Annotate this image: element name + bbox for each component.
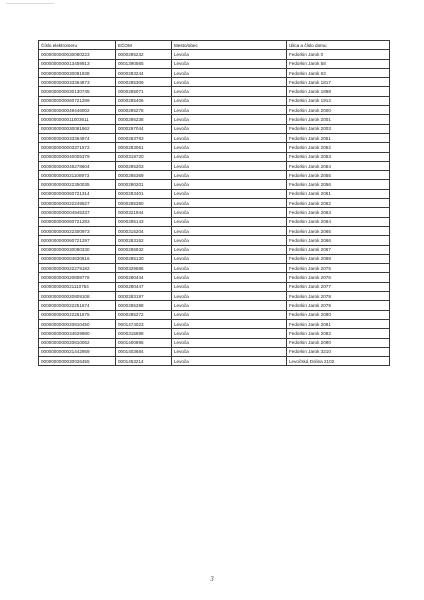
cell-city: Levoča [172, 189, 287, 198]
cell-meter-number: 0000000000030080330 [39, 245, 116, 254]
table-row [39, 115, 390, 124]
cell-city: Levoča [172, 115, 287, 124]
table-row [39, 152, 390, 161]
table-row [39, 292, 390, 301]
table-row [39, 171, 390, 180]
header-city: Mesto/obec [172, 41, 287, 50]
cell-street: Fedorkin Jarok 2001 [287, 115, 390, 124]
cell-city: Levoča [172, 282, 287, 291]
cell-street: Fedorkin Jarok 1912 [287, 96, 390, 105]
header-ecom: EČOM [116, 41, 172, 50]
table-row [39, 338, 390, 347]
cell-street: Levočská Dolina 2102 [287, 357, 390, 366]
cell-street: Fedorkin Jarok 2061 [287, 189, 390, 198]
table-row [39, 282, 390, 291]
cell-city: Levoča [172, 68, 287, 77]
table-row [39, 245, 390, 254]
cell-city: Levoča [172, 171, 287, 180]
cell-meter-number: 0000000000022279182 [39, 264, 116, 273]
cell-street: Fedorkin Jarok 2080 [287, 310, 390, 319]
cell-ecom: 0001474023 [116, 319, 172, 328]
cell-ecom: 0000297044 [116, 124, 172, 133]
cell-street: Fedorkin Jarok 2063 [287, 208, 390, 217]
cell-ecom: 0000280447 [116, 282, 172, 291]
cell-meter-number: 0000000000022251674 [39, 301, 116, 310]
table-row [39, 264, 390, 273]
cell-meter-number: 0000000000020810450 [39, 319, 116, 328]
cell-ecom: 0000285309 [116, 78, 172, 87]
cell-meter-number: 0000000000020808776 [39, 273, 116, 282]
cell-ecom: 0001453214 [116, 357, 172, 366]
cell-meter-number: 0000000000060721289 [39, 96, 116, 105]
cell-ecom: 0000329586 [116, 264, 172, 273]
cell-meter-number: 0000000000004630816 [39, 254, 116, 263]
cell-street: Fedorkin Jarok 3210 [287, 347, 390, 356]
cell-ecom: 0001403684 [116, 347, 172, 356]
cell-city: Levoča [172, 319, 287, 328]
cell-city: Levoča [172, 143, 287, 152]
cell-city: Levoča [172, 78, 287, 87]
cell-ecom: 0000283197 [116, 292, 172, 301]
cell-ecom: 0000321944 [116, 208, 172, 217]
meter-table [38, 40, 390, 366]
table-row [39, 319, 390, 328]
cell-ecom: 0000285232 [116, 50, 172, 59]
cell-meter-number: 0000000000030081962 [39, 124, 116, 133]
cell-city: Levoča [172, 180, 287, 189]
table-row [39, 310, 390, 319]
cell-city: Levoča [172, 87, 287, 96]
cell-meter-number: 0000000000021110754 [39, 282, 116, 291]
table-row [39, 124, 390, 133]
table-row [39, 50, 390, 59]
cell-ecom: 0000285288 [116, 301, 172, 310]
table-row [39, 189, 390, 198]
cell-meter-number: 0000000000020810062 [39, 338, 116, 347]
table-row [39, 273, 390, 282]
cell-ecom: 0000285406 [116, 96, 172, 105]
cell-meter-number: 0000000000022350035 [39, 180, 116, 189]
cell-ecom: 0000285369 [116, 171, 172, 180]
cell-ecom: 0000285278 [116, 106, 172, 115]
cell-street: Fedorkin Jarok 2062 [287, 199, 390, 208]
cell-meter-number: 0000000000033364974 [39, 133, 116, 142]
cell-street: Fedorkin Jarok 2090 [287, 338, 390, 347]
cell-street: Fedorkin Jarok 2054 [287, 161, 390, 170]
cell-meter-number: 0000000000022300973 [39, 226, 116, 235]
cell-meter-number: 0000000000022251675 [39, 310, 116, 319]
cell-meter-number: 0000000000030081938 [39, 68, 116, 77]
cell-street: Fedorkin Jarok 2077 [287, 282, 390, 291]
cell-meter-number: 0000000000011003611 [39, 115, 116, 124]
cell-street: Fedorkin Jarok 63 [287, 68, 390, 77]
header-meter-number: Číslo elektromeru [39, 41, 116, 50]
cell-city: Levoča [172, 124, 287, 133]
cell-street: Fedorkin Jarok 2065 [287, 226, 390, 235]
cell-city: Levoča [172, 96, 287, 105]
cell-city: Levoča [172, 254, 287, 263]
cell-city: Levoča [172, 310, 287, 319]
page-number: 3 [210, 575, 214, 583]
cell-city: Levoča [172, 301, 287, 310]
cell-ecom: 0000283061 [116, 143, 172, 152]
cell-city: Levoča [172, 357, 287, 366]
cell-street: Fedorkin Jarok 2051 [287, 133, 390, 142]
cell-city: Levoča [172, 152, 287, 161]
cell-meter-number: 0000000000030026455 [39, 357, 116, 366]
cell-street: Fedorkin Jarok 2000 [287, 106, 390, 115]
cell-street: Fedorkin Jarok 2052 [287, 143, 390, 152]
cell-meter-number: 0000000000013459913 [39, 59, 116, 68]
table-row [39, 236, 390, 245]
cell-city: Levoča [172, 264, 287, 273]
table-row [39, 96, 390, 105]
table-row [39, 208, 390, 217]
table-row [39, 199, 390, 208]
cell-ecom: 0000285071 [116, 87, 172, 96]
table-row [39, 357, 390, 366]
cell-street: Fedorkin Jarok 1898 [287, 87, 390, 96]
cell-city: Levoča [172, 329, 287, 338]
table-body [39, 50, 390, 366]
table-row [39, 226, 390, 235]
cell-meter-number: 0000000000060721314 [39, 189, 116, 198]
cell-street: Fedorkin Jarok 2064 [287, 217, 390, 226]
cell-city: Levoča [172, 199, 287, 208]
table-row [39, 59, 390, 68]
cell-ecom: 0001390565 [116, 59, 172, 68]
cell-ecom: 0000285130 [116, 254, 172, 263]
cell-ecom: 0000283152 [116, 236, 172, 245]
cell-meter-number: 0000000000060721283 [39, 217, 116, 226]
cell-ecom: 0000280444 [116, 273, 172, 282]
table-row [39, 133, 390, 142]
cell-meter-number: 0000000000049446002 [39, 106, 116, 115]
cell-ecom: 0000290201 [116, 180, 172, 189]
cell-meter-number: 0000000000021442959 [39, 347, 116, 356]
cell-meter-number: 0000000000060721297 [39, 236, 116, 245]
table-row [39, 217, 390, 226]
cell-ecom: 0000285143 [116, 217, 172, 226]
cell-meter-number: 0000000000021108973 [39, 171, 116, 180]
cell-street: Fedorkin Jarok 2081 [287, 319, 390, 328]
cell-city: Levoča [172, 236, 287, 245]
cell-city: Levoča [172, 338, 287, 347]
cell-city: Levoča [172, 347, 287, 356]
cell-street: Fedorkin Jarok 2066 [287, 236, 390, 245]
cell-city: Levoča [172, 208, 287, 217]
cell-meter-number: 0000000000003371572 [39, 143, 116, 152]
cell-ecom: 0000283783 [116, 133, 172, 142]
table-row [39, 68, 390, 77]
table-row [39, 78, 390, 87]
cell-city: Levoča [172, 226, 287, 235]
cell-city: Levoča [172, 273, 287, 282]
cell-street: Fedorkin Jarok 2076 [287, 273, 390, 282]
cell-city: Levoča [172, 133, 287, 142]
table-row [39, 106, 390, 115]
table-row [39, 347, 390, 356]
cell-ecom: 0000283401 [116, 189, 172, 198]
cell-street: Fedorkin Jarok 2079 [287, 301, 390, 310]
cell-city: Levoča [172, 245, 287, 254]
cell-meter-number: 0000000000022249627 [39, 199, 116, 208]
cell-ecom: 0000285380 [116, 199, 172, 208]
table-row [39, 301, 390, 310]
cell-street: Fedorkin Jarok 58 [287, 59, 390, 68]
cell-city: Levoča [172, 59, 287, 68]
cell-meter-number: 0000000000040005379 [39, 152, 116, 161]
table-row [39, 143, 390, 152]
cell-street: Fedorkin Jarok 1817 [287, 78, 390, 87]
table-row [39, 161, 390, 170]
cell-city: Levoča [172, 292, 287, 301]
cell-street: Fedorkin Jarok 2068 [287, 254, 390, 263]
cell-ecom: 0000285203 [116, 161, 172, 170]
scan-artifact [6, 3, 54, 4]
cell-ecom: 0000285272 [116, 310, 172, 319]
cell-meter-number: 0000000000034629980 [39, 329, 116, 338]
table-header-row [39, 41, 390, 50]
cell-street: Fedorkin Jarok 2053 [287, 152, 390, 161]
cell-street: Fedorkin Jarok 2078 [287, 292, 390, 301]
cell-street: Fedorkin Jarok 2082 [287, 329, 390, 338]
cell-meter-number: 0000000000033364873 [39, 78, 116, 87]
cell-street: Fedorkin Jarok 2056 [287, 180, 390, 189]
cell-street: Fedorkin Jarok 2055 [287, 171, 390, 180]
cell-ecom: 0000315898 [116, 329, 172, 338]
cell-street: Fedorkin Jarok 2003 [287, 124, 390, 133]
cell-street: Fedorkin Jarok 2075 [287, 264, 390, 273]
table-row [39, 254, 390, 263]
cell-ecom: 0000315204 [116, 226, 172, 235]
header-street: Ulica a číslo domu [287, 41, 390, 50]
table-row [39, 329, 390, 338]
cell-meter-number: 0000000000004945337 [39, 208, 116, 217]
cell-city: Levoča [172, 217, 287, 226]
cell-ecom: 0000285238 [116, 115, 172, 124]
cell-meter-number: 0000000000046278604 [39, 161, 116, 170]
cell-city: Levoča [172, 50, 287, 59]
cell-ecom: 0001400895 [116, 338, 172, 347]
cell-meter-number: 0000000000030080223 [39, 50, 116, 59]
table-row [39, 180, 390, 189]
cell-city: Levoča [172, 106, 287, 115]
cell-ecom: 0000319720 [116, 152, 172, 161]
cell-street: Fedorkin Jarok 2067 [287, 245, 390, 254]
cell-meter-number: 0000000000030130745 [39, 87, 116, 96]
cell-ecom: 0000283244 [116, 68, 172, 77]
table-row [39, 87, 390, 96]
cell-meter-number: 0000000000020809108 [39, 292, 116, 301]
cell-street: Fedorkin Jarok 0 [287, 50, 390, 59]
cell-city: Levoča [172, 161, 287, 170]
cell-ecom: 0000286932 [116, 245, 172, 254]
